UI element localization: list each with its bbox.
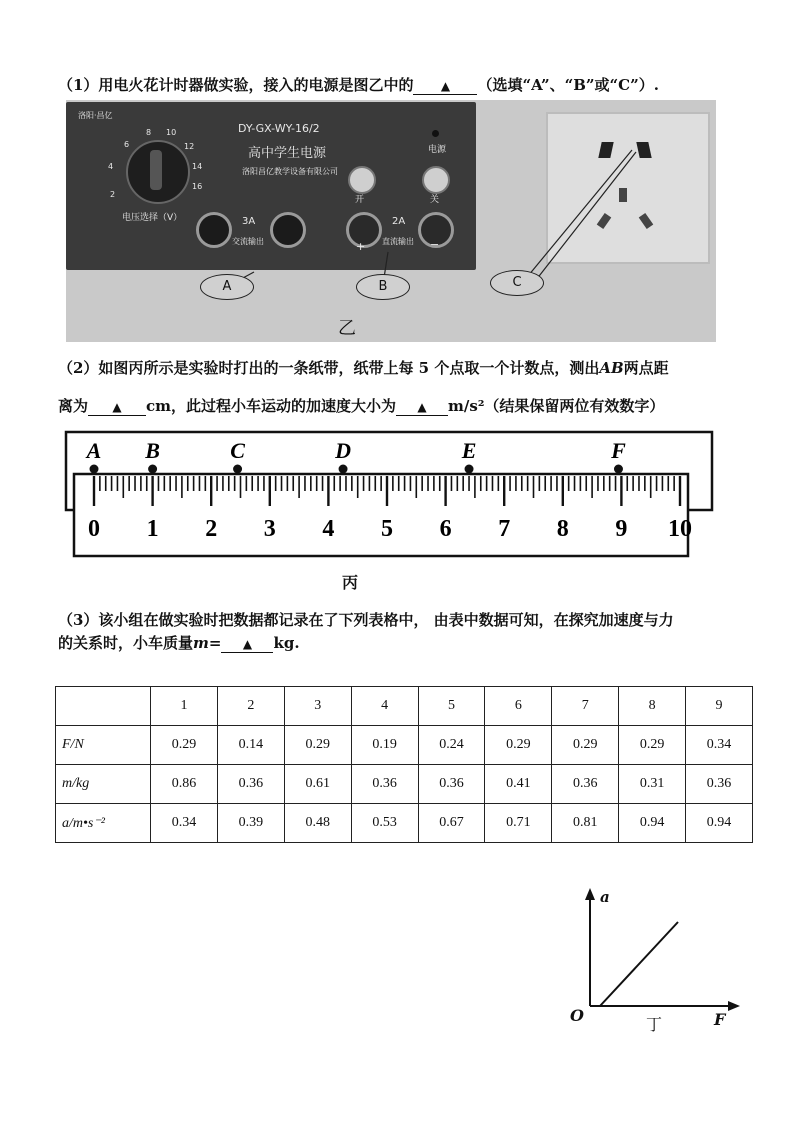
- table-row: [56, 765, 753, 804]
- table-cell: 7: [552, 687, 619, 726]
- table-cell: 8: [619, 687, 686, 726]
- on-label: 开: [355, 195, 365, 205]
- table-cell: 0.67: [418, 804, 485, 843]
- q3-mass-blank[interactable]: ▲: [221, 636, 273, 653]
- question-3-line-1: [58, 609, 674, 630]
- ac-output-label: 交流输出: [232, 237, 264, 246]
- dial-number: 8: [146, 128, 152, 137]
- q2-text-end: 两点距: [623, 359, 669, 377]
- question-1: [58, 74, 659, 95]
- count-point: [233, 465, 242, 474]
- count-point-label: C: [230, 438, 245, 463]
- table-cell: 0.94: [619, 804, 686, 843]
- table-cell: 3: [284, 687, 351, 726]
- dial-number: 12: [184, 142, 195, 151]
- table-row: [56, 804, 753, 843]
- callout-a[interactable]: A: [200, 274, 254, 300]
- table-cell: 0.36: [418, 765, 485, 804]
- graph-caption-ding: 丁: [646, 1015, 663, 1034]
- table-cell: 4: [351, 687, 418, 726]
- count-point-label: A: [86, 438, 102, 463]
- graph-origin: O: [570, 1006, 584, 1025]
- table-cell: 1: [151, 687, 218, 726]
- ruler-number: 9: [615, 516, 628, 542]
- table-cell: 0.29: [619, 726, 686, 765]
- minus-label: −: [430, 238, 440, 251]
- graph-x-label: F: [714, 1010, 726, 1029]
- figure-caption-yi: 乙: [338, 318, 356, 339]
- table-cell: [56, 687, 151, 726]
- q3-m: m: [193, 634, 209, 652]
- count-point-label: E: [461, 438, 477, 463]
- ruler-number: 7: [498, 516, 511, 542]
- a-f-line: [600, 922, 678, 1006]
- table-cell: 0.34: [151, 804, 218, 843]
- table-cell: 0.14: [217, 726, 284, 765]
- table-cell: 5: [418, 687, 485, 726]
- off-label: 关: [430, 195, 440, 205]
- table-cell: 0.36: [351, 765, 418, 804]
- table-cell: 6: [485, 687, 552, 726]
- q1-prefix: （1）用电火花计时器做实验，接入的电源是图乙中的: [58, 76, 414, 94]
- table-cell: 0.34: [686, 726, 753, 765]
- table-cell: 0.36: [217, 765, 284, 804]
- table-cell: 0.36: [686, 765, 753, 804]
- ruler-number: 5: [381, 516, 393, 542]
- q2-unit-1: cm，此过程小车运动的加速度大小为: [146, 397, 397, 415]
- count-point-label: F: [611, 438, 626, 463]
- table-cell: 9: [686, 687, 753, 726]
- q3-prefix: 的关系时，小车质量: [58, 634, 194, 652]
- y-axis-arrow-icon: [585, 888, 595, 900]
- dial-number: 10: [166, 128, 177, 137]
- table-cell: 0.29: [284, 726, 351, 765]
- ruler-number: 2: [205, 516, 218, 542]
- ruler-number: 8: [556, 516, 569, 542]
- dial-number: 4: [108, 162, 114, 171]
- dial-number: 16: [192, 182, 203, 191]
- q3-equals: =: [208, 634, 222, 652]
- dc-output-label: 直流输出: [382, 237, 414, 246]
- ruler-and-tape: [60, 428, 720, 576]
- table-cell: 0.61: [284, 765, 351, 804]
- plus-label: +: [356, 240, 366, 253]
- count-point-label: B: [145, 438, 160, 463]
- dc-rating: 2A: [392, 216, 406, 227]
- q3-text: （3）该小组在做实验时把数据都记录在了下列表格中， 由表中数据可知，在探究加速度与力: [58, 611, 674, 629]
- callout-lines: [66, 100, 716, 342]
- table-cell: 0.31: [619, 765, 686, 804]
- q3-unit: kg.: [273, 634, 300, 652]
- power-supply-photo: [66, 100, 716, 342]
- count-point: [90, 465, 99, 474]
- model-label: DY-GX-WY-16/2: [238, 122, 320, 135]
- ruler-number: 10: [668, 516, 692, 542]
- power-label: 电源: [428, 145, 447, 155]
- dial-number: 14: [192, 162, 203, 171]
- device-name: 高中学生电源: [248, 146, 327, 161]
- a-f-graph: [560, 884, 760, 1044]
- q2-text: （2）如图丙所示是实验时打出的一条纸带，纸带上每 5 个点取一个计数点，测出: [58, 359, 600, 377]
- table-cell: 0.39: [217, 804, 284, 843]
- table-cell: 0.29: [151, 726, 218, 765]
- table-cell: m/kg: [56, 765, 151, 804]
- graph-y-label: a: [600, 888, 610, 906]
- figure-caption-bing: 丙: [342, 573, 359, 592]
- count-point: [465, 465, 474, 474]
- table-cell: 0.48: [284, 804, 351, 843]
- table-cell: 0.19: [351, 726, 418, 765]
- table-cell: 0.36: [552, 765, 619, 804]
- table-row: [56, 726, 753, 765]
- table-cell: 0.24: [418, 726, 485, 765]
- callout-c[interactable]: C: [490, 270, 544, 296]
- q1-suffix: （选填“A”、“B”或“C”）.: [477, 76, 659, 94]
- count-point: [614, 465, 623, 474]
- logo: 洛阳·昌亿: [78, 111, 113, 120]
- q2-distance-blank[interactable]: ▲: [88, 399, 146, 416]
- table-cell: 0.94: [686, 804, 753, 843]
- table-cell: 0.29: [552, 726, 619, 765]
- voltage-select-label: 电压选择（V）: [122, 213, 183, 223]
- table-cell: 2: [217, 687, 284, 726]
- q2-prefix: 离为: [58, 397, 89, 415]
- count-point: [339, 465, 348, 474]
- table-cell: 0.71: [485, 804, 552, 843]
- dial-number: 2: [110, 190, 116, 199]
- table-cell: 0.41: [485, 765, 552, 804]
- q1-answer-blank[interactable]: ▲: [413, 78, 477, 95]
- ruler-number: 0: [88, 516, 100, 542]
- q2-acceleration-blank[interactable]: ▲: [396, 399, 448, 416]
- table-header-row: [56, 687, 753, 726]
- table-cell: F/N: [56, 726, 151, 765]
- question-2-line-2: [58, 395, 664, 416]
- ruler-figure: [60, 428, 720, 576]
- q2-ab: AB: [599, 359, 624, 377]
- table-cell: 0.29: [485, 726, 552, 765]
- ruler-number: 1: [146, 516, 159, 542]
- table-cell: 0.81: [552, 804, 619, 843]
- question-3-line-2: [58, 632, 300, 653]
- table-cell: 0.86: [151, 765, 218, 804]
- maker-label: 洛阳昌亿教学设备有限公司: [242, 167, 338, 176]
- dial-number: 6: [124, 140, 130, 149]
- question-2-line-1: [58, 357, 669, 378]
- ruler-number: 3: [263, 516, 276, 542]
- count-point-label: D: [335, 438, 351, 463]
- callout-b[interactable]: B: [356, 274, 410, 300]
- q2-unit-2: m/s²（结果保留两位有效数字）: [448, 397, 665, 415]
- table-cell: a/m•s⁻²: [56, 804, 151, 843]
- ac-rating: 3A: [242, 216, 256, 227]
- ruler-number: 4: [322, 516, 335, 542]
- table-cell: 0.53: [351, 804, 418, 843]
- ruler-number: 6: [439, 516, 452, 542]
- count-point: [148, 465, 157, 474]
- data-table: [55, 686, 753, 843]
- x-axis-arrow-icon: [728, 1001, 740, 1011]
